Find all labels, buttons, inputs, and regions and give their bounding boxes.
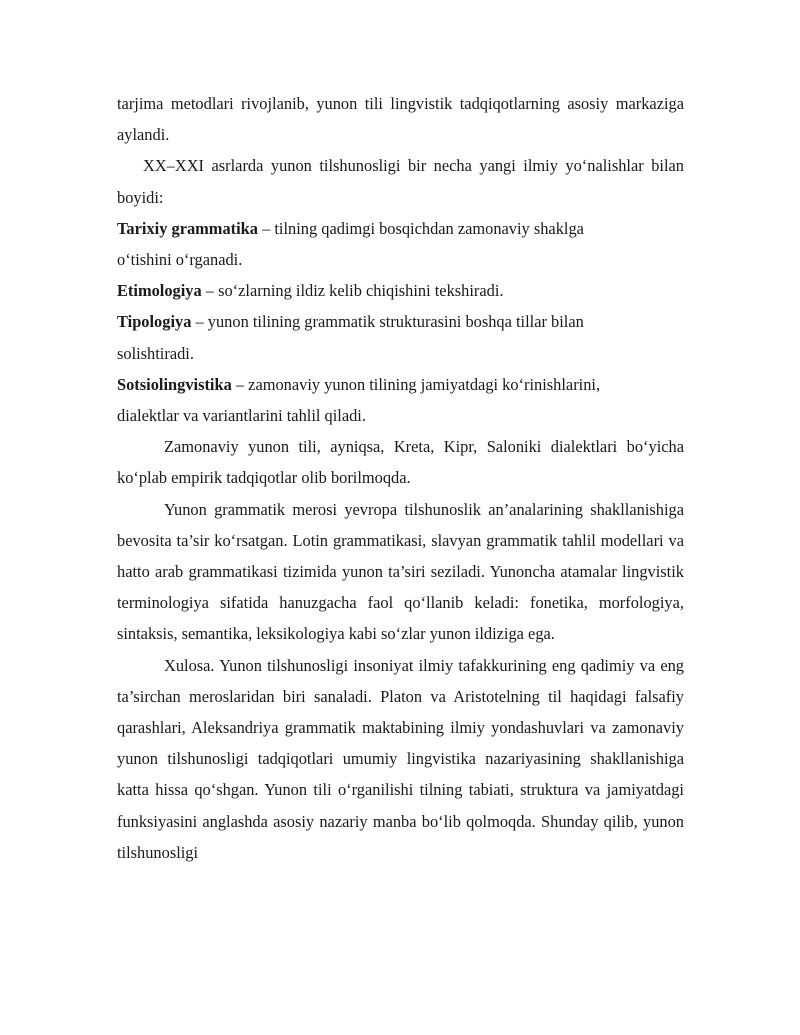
direction-line-continued: o‘tishini o‘rganadi. <box>117 250 243 270</box>
paragraph-modern-greek-dialects: Zamonaviy yunon tili, ayniqsa, Kreta, Kipr, Saloniki dialektlari bo‘yicha ko‘plab empirik tadqiqotlar olib borilmoqda. <box>117 437 684 488</box>
direction-line <box>117 275 684 306</box>
direction-description: – so‘zlarning ildiz kelib chiqishini tekshiradi. <box>201 281 504 301</box>
document-page <box>117 88 684 868</box>
paragraph-new-directions-intro: XX–XXI asrlarda yunon tilshunosligi bir necha yangi ilmiy yo‘nalishlar bilan boyidi: <box>117 156 684 207</box>
paragraph-conclusion: Xulosa. Yunon tilshunosligi insoniyat ilmiy tafakkurining eng qadimiy va eng ta’sirchan meroslaridan biri sanaladi. Platon va Aristotelning til haqidagi falsafiy qarashlari, Aleksandriya grammatik maktabining ilmiy yondashuvlari va zamonaviy yunon tilshunosligi tadqiqotlari umumiy lingvistika nazariyasining shakllanishiga katta hissa qo‘shgan. Yunon tili o‘rganilishi tilning tabiati, struktura va jamiyatdagi funksiyasini anglashda asosiy nazariy manba bo‘lib qolmoqda. Shunday qilib, yunon tilshunosligi <box>117 655 684 862</box>
direction-line-continued: solishtiradi. <box>117 343 194 363</box>
direction-line <box>117 213 684 244</box>
direction-line <box>117 306 684 337</box>
direction-item-etymology <box>117 275 684 306</box>
paragraph-translation-methods: tarjima metodlari rivojlanib, yunon tili lingvistik tadqiqotlarning asosiy markaziga aylandi. <box>117 94 684 145</box>
direction-description: – yunon tilining grammatik strukturasini boshqa tillar bilan <box>191 312 584 332</box>
direction-description: – zamonaviy yunon tilining jamiyatdagi ko‘rinishlarini, <box>231 374 601 394</box>
direction-term: Tipologiya <box>117 312 192 332</box>
direction-term: Tarixiy grammatika <box>117 218 258 238</box>
direction-item-typology <box>117 306 684 368</box>
direction-item-sociolinguistics <box>117 369 684 431</box>
direction-line <box>117 369 684 400</box>
direction-description: – tilning qadimgi bosqichdan zamonaviy shaklga <box>257 218 584 238</box>
direction-item-historical-grammar <box>117 213 684 275</box>
direction-term: Etimologiya <box>117 281 202 301</box>
paragraph-greek-grammatical-heritage: Yunon grammatik merosi yevropa tilshunoslik an’analarining shakllanishiga bevosita ta’sir ko‘rsatgan. Lotin grammatikasi, slavyan grammatik tahlil modellari va hatto arab grammatikasi tizimida yunon ta’siri seziladi. Yunoncha atamalar lingvistik terminologiya sifatida hanuzgacha faol qo‘llanib keladi: fonetika, morfologiya, sintaksis, semantika, leksikologiya kabi so‘zlar yunon ildiziga ega. <box>117 499 684 644</box>
direction-term: Sotsiolingvistika <box>117 374 232 394</box>
direction-line-continued: dialektlar va variantlarini tahlil qiladi. <box>117 406 366 426</box>
